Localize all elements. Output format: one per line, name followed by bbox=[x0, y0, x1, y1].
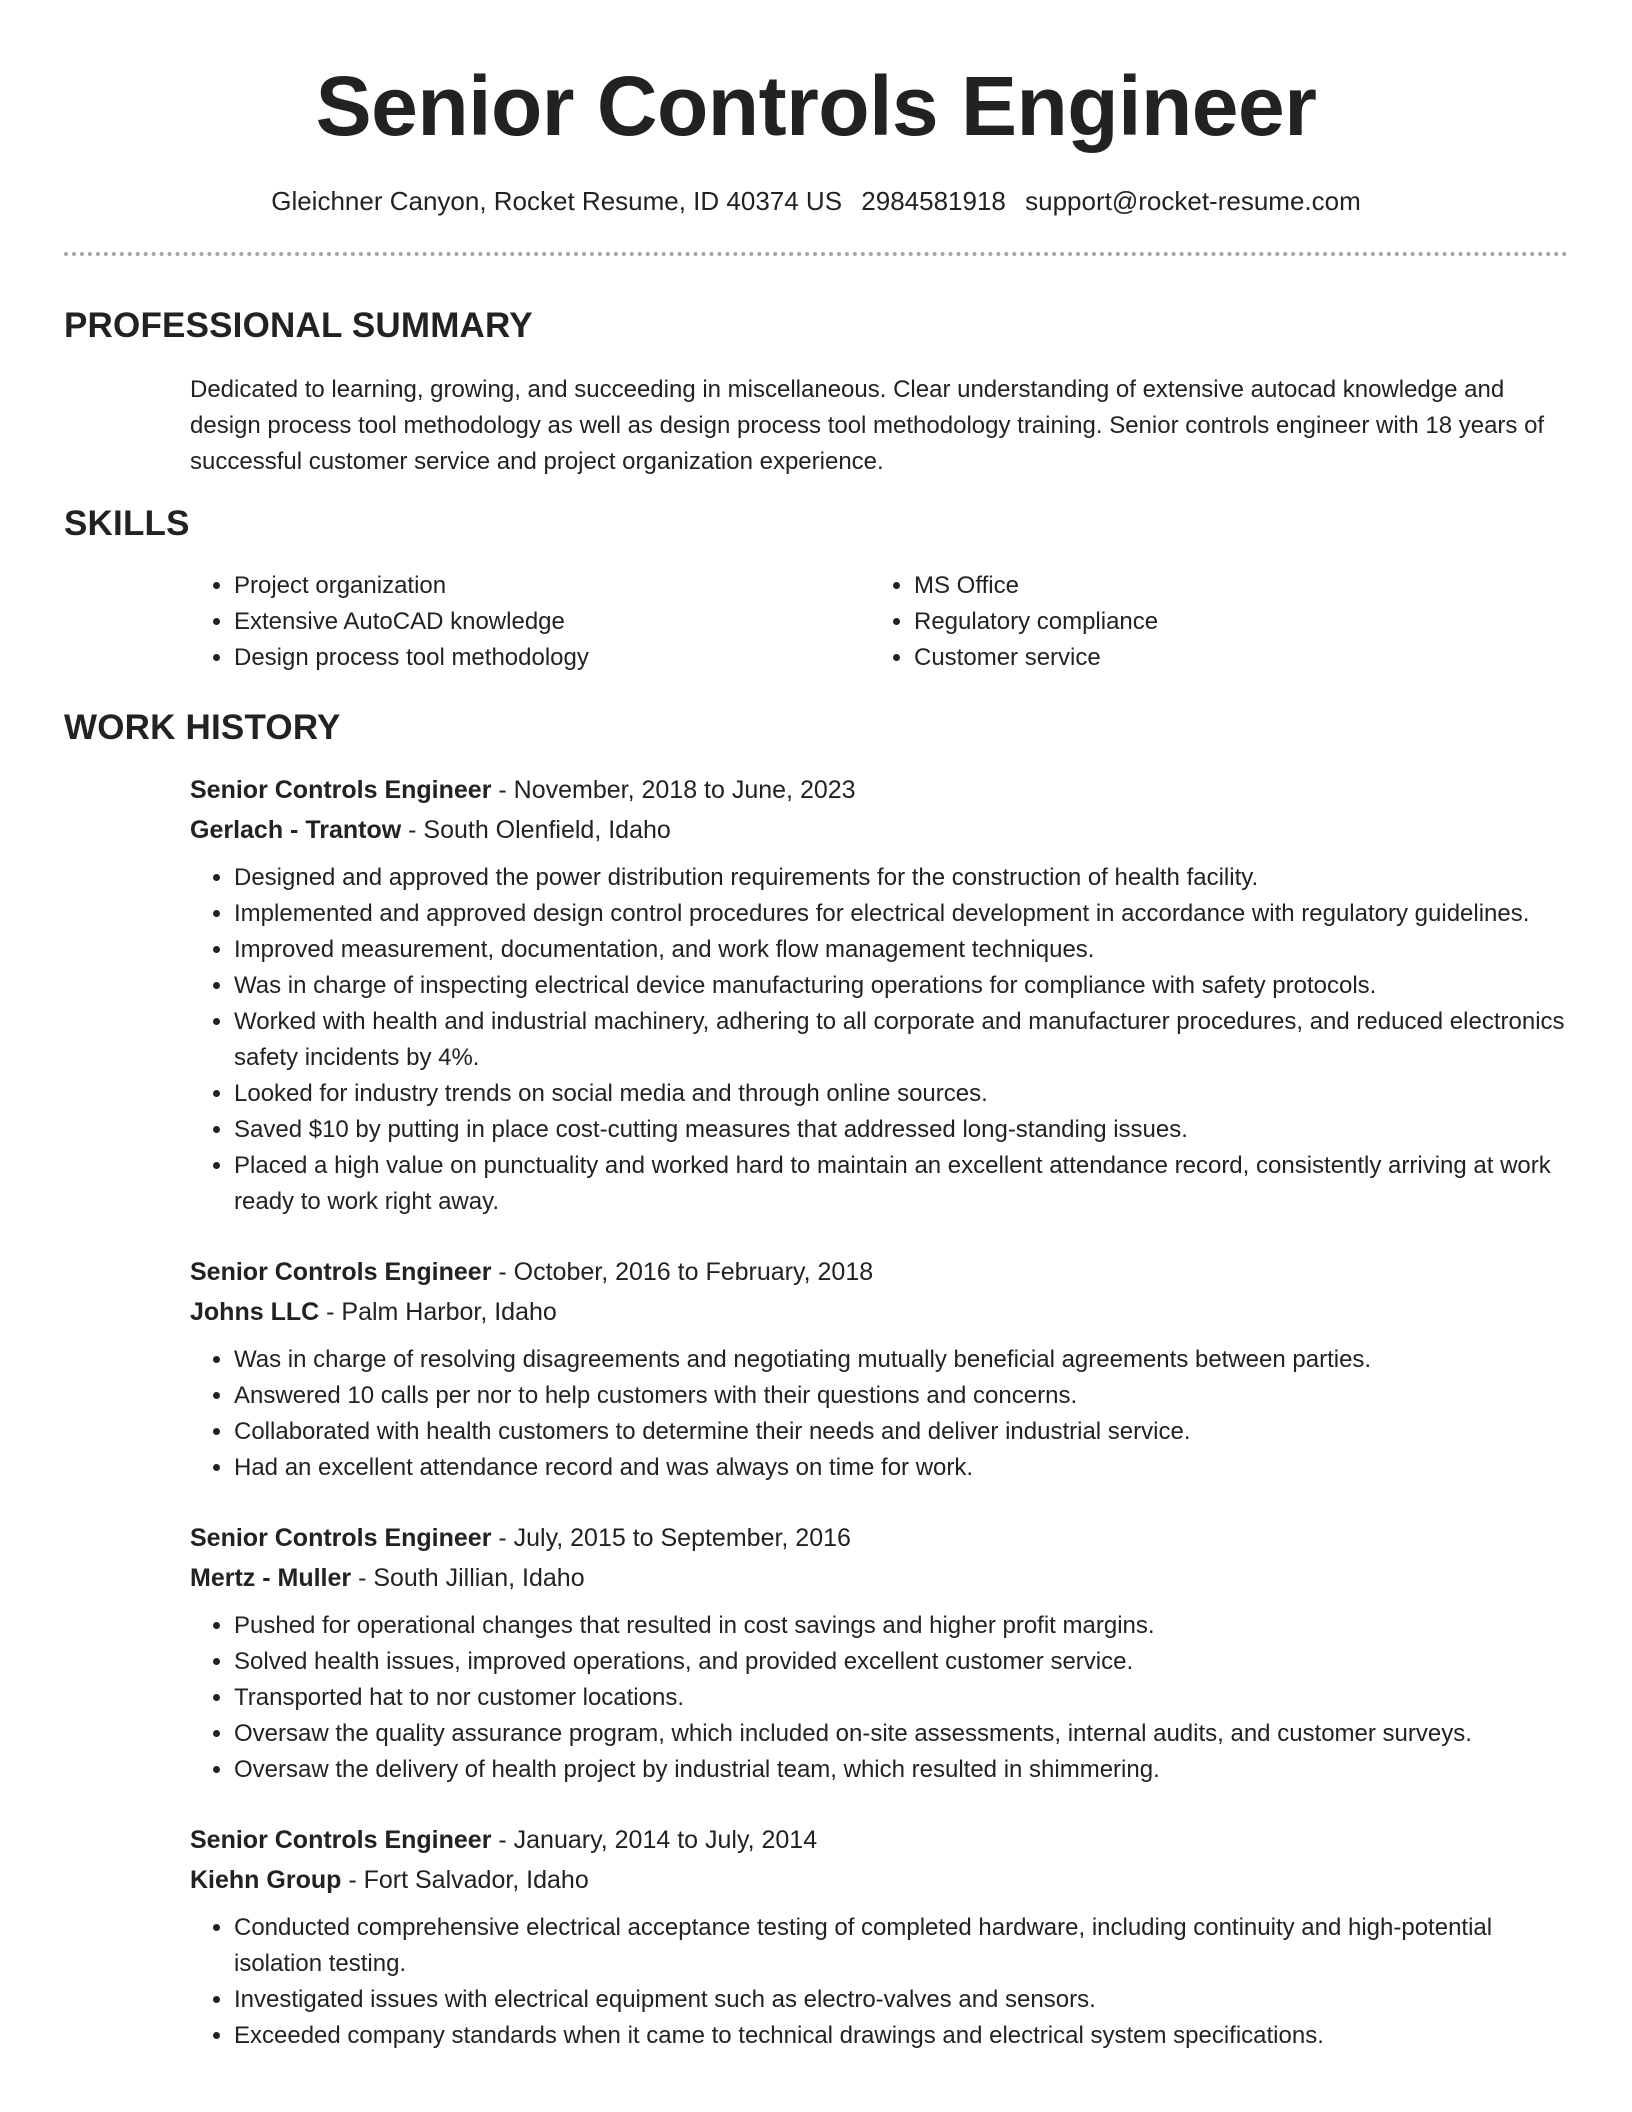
job-bullets bbox=[190, 1608, 1568, 1788]
skill-item: • Extensive AutoCAD knowledge bbox=[234, 604, 870, 640]
job-role-line bbox=[190, 1252, 1568, 1292]
job-location: - Fort Salvador, Idaho bbox=[341, 1866, 589, 1894]
resume-title: Senior Controls Engineer bbox=[315, 59, 1317, 153]
job-entry bbox=[190, 1820, 1568, 2054]
skill-item: • Customer service bbox=[914, 640, 1550, 676]
job-location: - South Jillian, Idaho bbox=[351, 1564, 585, 1592]
job-company: Mertz - Muller bbox=[190, 1564, 352, 1592]
job-bullet: • Saved $10 by putting in place cost-cutting measures that addressed long-standing issues. bbox=[234, 1112, 1568, 1148]
contact-phone: 2984581918 bbox=[861, 186, 1006, 216]
job-bullet: • Implemented and approved design control procedures for electrical development in accordance with regulatory guidelines. bbox=[234, 896, 1568, 932]
job-bullet: • Solved health issues, improved operations, and provided excellent customer service. bbox=[234, 1644, 1568, 1680]
job-company: Kiehn Group bbox=[190, 1866, 342, 1894]
job-role: Senior Controls Engineer bbox=[190, 1826, 492, 1854]
job-bullet: • Investigated issues with electrical equipment such as electro-valves and sensors. bbox=[234, 1982, 1568, 2018]
skills-column-right bbox=[870, 568, 1550, 676]
job-company: Gerlach - Trantow bbox=[190, 816, 402, 844]
job-bullet: • Was in charge of resolving disagreements and negotiating mutually beneficial agreements between parties. bbox=[234, 1342, 1568, 1378]
section-title-skills: SKILLS bbox=[64, 504, 190, 543]
job-company-line bbox=[190, 1292, 1568, 1332]
job-role: Senior Controls Engineer bbox=[190, 1258, 492, 1286]
job-bullet: • Worked with health and industrial machinery, adhering to all corporate and manufacturer procedures, and reduced electronics safety incidents by 4%. bbox=[234, 1004, 1568, 1076]
job-company-line bbox=[190, 1558, 1568, 1598]
skill-item: • MS Office bbox=[914, 568, 1550, 604]
skill-item: • Design process tool methodology bbox=[234, 640, 870, 676]
job-bullet: • Placed a high value on punctuality and worked hard to maintain an excellent attendance record, consistently arriving at work ready to work right away. bbox=[234, 1148, 1568, 1220]
job-bullet: • Was in charge of inspecting electrical device manufacturing operations for compliance with safety protocols. bbox=[234, 968, 1568, 1004]
job-location: - South Olenfield, Idaho bbox=[401, 816, 671, 844]
job-bullet: • Improved measurement, documentation, and work flow management techniques. bbox=[234, 932, 1568, 968]
job-bullet: • Transported hat to nor customer locations. bbox=[234, 1680, 1568, 1716]
job-entry bbox=[190, 1518, 1568, 1788]
skills-column-left bbox=[190, 568, 870, 676]
job-bullets bbox=[190, 860, 1568, 1220]
section-title-summary: PROFESSIONAL SUMMARY bbox=[64, 306, 533, 345]
job-bullets bbox=[190, 1342, 1568, 1486]
job-bullet: • Oversaw the quality assurance program, which included on-site assessments, internal audits, and customer surveys. bbox=[234, 1716, 1568, 1752]
contact-line bbox=[64, 184, 1568, 218]
job-bullets bbox=[190, 1910, 1568, 2054]
job-role-line bbox=[190, 1518, 1568, 1558]
job-dates: - October, 2016 to February, 2018 bbox=[491, 1258, 874, 1286]
contact-address: Gleichner Canyon, Rocket Resume, ID 40374 US bbox=[271, 186, 843, 216]
job-bullet: • Exceeded company standards when it came to technical drawings and electrical system specifications. bbox=[234, 2018, 1568, 2054]
contact-email[interactable]: support@rocket-resume.com bbox=[1025, 186, 1361, 216]
job-company: Johns LLC bbox=[190, 1298, 320, 1326]
job-bullet: • Collaborated with health customers to determine their needs and deliver industrial service. bbox=[234, 1414, 1568, 1450]
job-bullet: • Had an excellent attendance record and was always on time for work. bbox=[234, 1450, 1568, 1486]
job-entry bbox=[190, 1252, 1568, 1486]
job-role-line bbox=[190, 1820, 1568, 1860]
job-dates: - January, 2014 to July, 2014 bbox=[491, 1826, 818, 1854]
skills-list bbox=[190, 568, 1568, 676]
skill-item: • Regulatory compliance bbox=[914, 604, 1550, 640]
job-bullet: • Looked for industry trends on social media and through online sources. bbox=[234, 1076, 1568, 1112]
job-bullet: • Conducted comprehensive electrical acceptance testing of completed hardware, including continuity and high-potential isolation testing. bbox=[234, 1910, 1568, 1982]
job-location: - Palm Harbor, Idaho bbox=[319, 1298, 557, 1326]
job-role-line bbox=[190, 770, 1568, 810]
job-company-line bbox=[190, 1860, 1568, 1900]
job-bullet: • Answered 10 calls per nor to help customers with their questions and concerns. bbox=[234, 1378, 1568, 1414]
header-divider bbox=[64, 252, 1568, 256]
job-role: Senior Controls Engineer bbox=[190, 776, 492, 804]
job-bullet: • Pushed for operational changes that resulted in cost savings and higher profit margins. bbox=[234, 1608, 1568, 1644]
job-role: Senior Controls Engineer bbox=[190, 1524, 492, 1552]
section-title-work-history: WORK HISTORY bbox=[64, 708, 341, 747]
job-dates: - November, 2018 to June, 2023 bbox=[491, 776, 856, 804]
job-company-line bbox=[190, 810, 1568, 850]
job-entry bbox=[190, 770, 1568, 1220]
summary-text: Dedicated to learning, growing, and succeeding in miscellaneous. Clear understanding of extensive autocad knowledge and design process tool methodology as well as design process tool methodology training. Senior controls engineer with 18 years of successful customer service and project organization experience. bbox=[190, 376, 1545, 475]
job-bullet: • Oversaw the delivery of health project by industrial team, which resulted in shimmering. bbox=[234, 1752, 1568, 1788]
skill-item: • Project organization bbox=[234, 568, 870, 604]
job-dates: - July, 2015 to September, 2016 bbox=[491, 1524, 851, 1552]
job-bullet: • Designed and approved the power distribution requirements for the construction of health facility. bbox=[234, 860, 1568, 896]
